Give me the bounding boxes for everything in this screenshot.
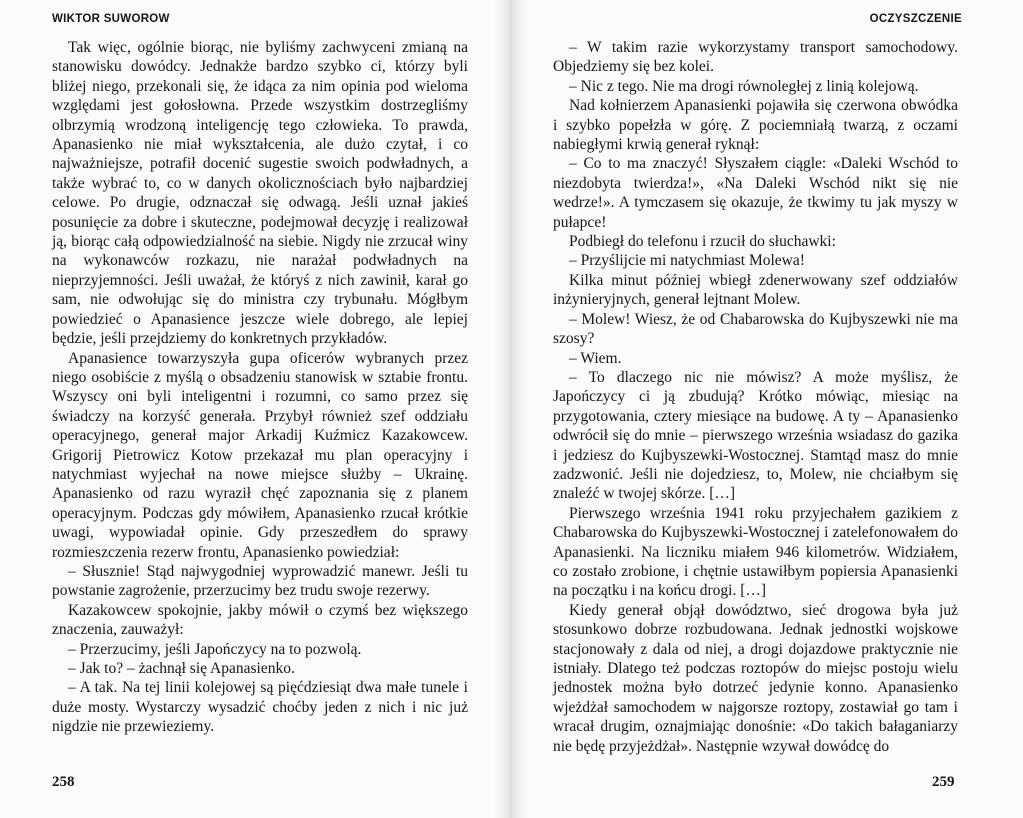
- right-page-number: 259: [932, 774, 955, 790]
- left-paragraph-1: Tak więc, ogólnie biorąc, nie byliśmy zachwyceni zmianą na stanowisku dowódcy. Jednakże bardzo szybko ci, którzy byli bliżej niego, przekonali się, że idąca za nim opinia pod wieloma względami jest gołosłowna. Przede wszystkim dostrzegliśmy olbrzymią wrodzoną inteligencję tego człowieka. To prawda, Apanasienko nie miał wykształcenia, ale dużo czytał, i co najważniejsze, potrafił docenić sugestie swoich podwładnych, a także wybrać to, co w danych okolicznościach było najbardziej celowe. Po drugie, odznaczał się odwagą. Jeśli uznał jakieś posunięcie za dobre i skuteczne, podejmował decyzję i realizował ją, biorąc całą odpowiedzialność na siebie. Nigdy nie zrzucał winy na wykonawców rozkazu, nie narażał podwładnych na nieprzyjemności. Jeśli uważał, że któryś z nich zawinił, karał go sam, nie odwołując się do ministra czy trybunału. Mógłbym powiedzieć o Apanasience jeszcze wiele dobrego, ale lepiej będzie, jeśli przejdziemy do konkretnych przykładów.: [52, 39, 468, 348]
- left-paragraph-5: – Przerzucimy, jeśli Japończycy na to pozwolą.: [68, 640, 362, 658]
- right-paragraph-4: – Co to ma znaczyć! Słyszałem ciągle: «Daleki Wschód to niezdobyta twierdza!», «Na Daleki Wschód nikt się nie wedrze!». A tymczasem się okazuje, że tkwimy tu jak myszy w pułapce!: [553, 155, 958, 231]
- left-paragraph-7: – A tak. Na tej linii kolejowej są pięćdziesiąt dwa małe tunele i duże mosty. Wystarczy wysadzić choćby jeden z nich i nic już nigdzie nie przewieziemy.: [52, 679, 468, 736]
- book-gutter: [494, 0, 528, 818]
- left-paragraph-4: Kazakowcew spokojnie, jakby mówił o czymś bez większego znaczenia, zauważył:: [52, 601, 468, 639]
- right-paragraph-5: Podbiegł do telefonu i rzucił do słuchawki:: [569, 233, 836, 251]
- right-paragraph-9: – Wiem.: [569, 349, 622, 367]
- right-paragraph-6: – Przyślijcie mi natychmiast Molewa!: [569, 252, 805, 270]
- left-page: [0, 0, 494, 818]
- left-running-head: WIKTOR SUWOROW: [52, 13, 170, 25]
- right-paragraph-12: Kiedy generał objął dowództwo, sieć drogowa była już stosunkowo dobrze rozbudowana. Jednak jednostki wojskowe stacjonowały z dala od niej, a drogi dojazdowe praktycznie nie istniały. Dlatego też podczas roztopów do miejsc postoju wielu jednostek można było dotrzeć jedynie konno. Apanasienko wjeżdżał samochodem w najgorsze roztopy, zostawiał go tam i wracał drugim, oznajmiając donośnie: «Do takich bałaganiarzy nie będę przyjeżdżał». Następnie wzywał dowódcę do: [553, 601, 958, 755]
- right-paragraph-2: – Nic z tego. Nie ma drogi równoległej z linią kolejową.: [569, 77, 919, 95]
- right-paragraph-11: Pierwszego września 1941 roku przyjechałem gazikiem z Chabarowska do Kujbyszewki-Wostocznej i zatelefonowałem do Apanasienki. Na liczniku miałem 946 kilometrów. Widziałem, co zostało zrobione, i chętnie ustawiłbym popiersia Apanasienki na początku i na końcu drogi. […]: [553, 504, 958, 600]
- left-paragraph-6: – Jak to? – żachnął się Apanasienko.: [68, 660, 295, 677]
- right-paragraph-3: Nad kołnierzem Apanasienki pojawiła się czerwona obwódka i szybko popełzła w górę. Z pociemniałą twarzą, z oczami nabiegłymi krwią generał ryknął:: [553, 97, 958, 154]
- right-page: [528, 0, 1023, 818]
- right-running-head: OCZYSZCZENIE: [869, 13, 962, 25]
- right-paragraph-8: – Molew! Wiesz, że od Chabarowska do Kujbyszewki nie ma szosy?: [553, 310, 958, 348]
- right-paragraph-1: – W takim razie wykorzystamy transport samochodowy. Objedziemy się bez kolei.: [553, 39, 958, 76]
- left-paragraph-3: – Słusznie! Stąd najwygodniej wyprowadzić manewr. Jeśli tu powstanie zagrożenie, przerzucimy bez trudu swoje rezerwy.: [52, 562, 468, 600]
- right-paragraph-10: – To dlaczego nic nie mówisz? A może myślisz, że Japończycy ci ją zbudują? Krótko mówiąc, miesiąc na przygotowania, cztery miesiące na budowę. A ty – Apanasienko odwrócił się do mnie – pierwszego września wsiadasz do gazika i jedziesz do Kujbyszewki-Wostocznej. Stamtąd masz do mnie zadzwonić. Jeśli nie dojedziesz, to, Molew, nie chciałbym się znaleźć w twojej skórze. […]: [553, 368, 958, 503]
- right-paragraph-7: Kilka minut później wbiegł zdenerwowany szef oddziałów inżynieryjnych, generał lejtnant Molew.: [553, 271, 958, 309]
- left-page-body: [52, 38, 468, 737]
- left-page-number: 258: [52, 774, 75, 790]
- right-page-body: [553, 38, 958, 756]
- left-paragraph-2: Apanasience towarzyszyła gupa oficerów wybranych przez niego osobiście z myślą o obsadzeniu stanowisk w sztabie frontu. Wszyscy oni byli inteligentni i rozumni, co samo przez się świadczy na korzyść generała. Przybył również szef oddziału operacyjnego, generał major Arkadij Kuźmicz Kazakowcew. Grigorij Pietrowicz Kotow przekazał mu plan operacyjny i natychmiast wyjechał na nowe miejsce służby – Ukrainę. Apanasienko od razu wyraził chęć zapoznania się z planem operacyjnym. Podczas gdy mówiłem, Apanasienko rzucał krótkie uwagi, wypowiadał opinie. Gdy przeszedłem do sprawy rozmieszczenia rezerw frontu, Apanasienko powiedział:: [52, 349, 468, 561]
